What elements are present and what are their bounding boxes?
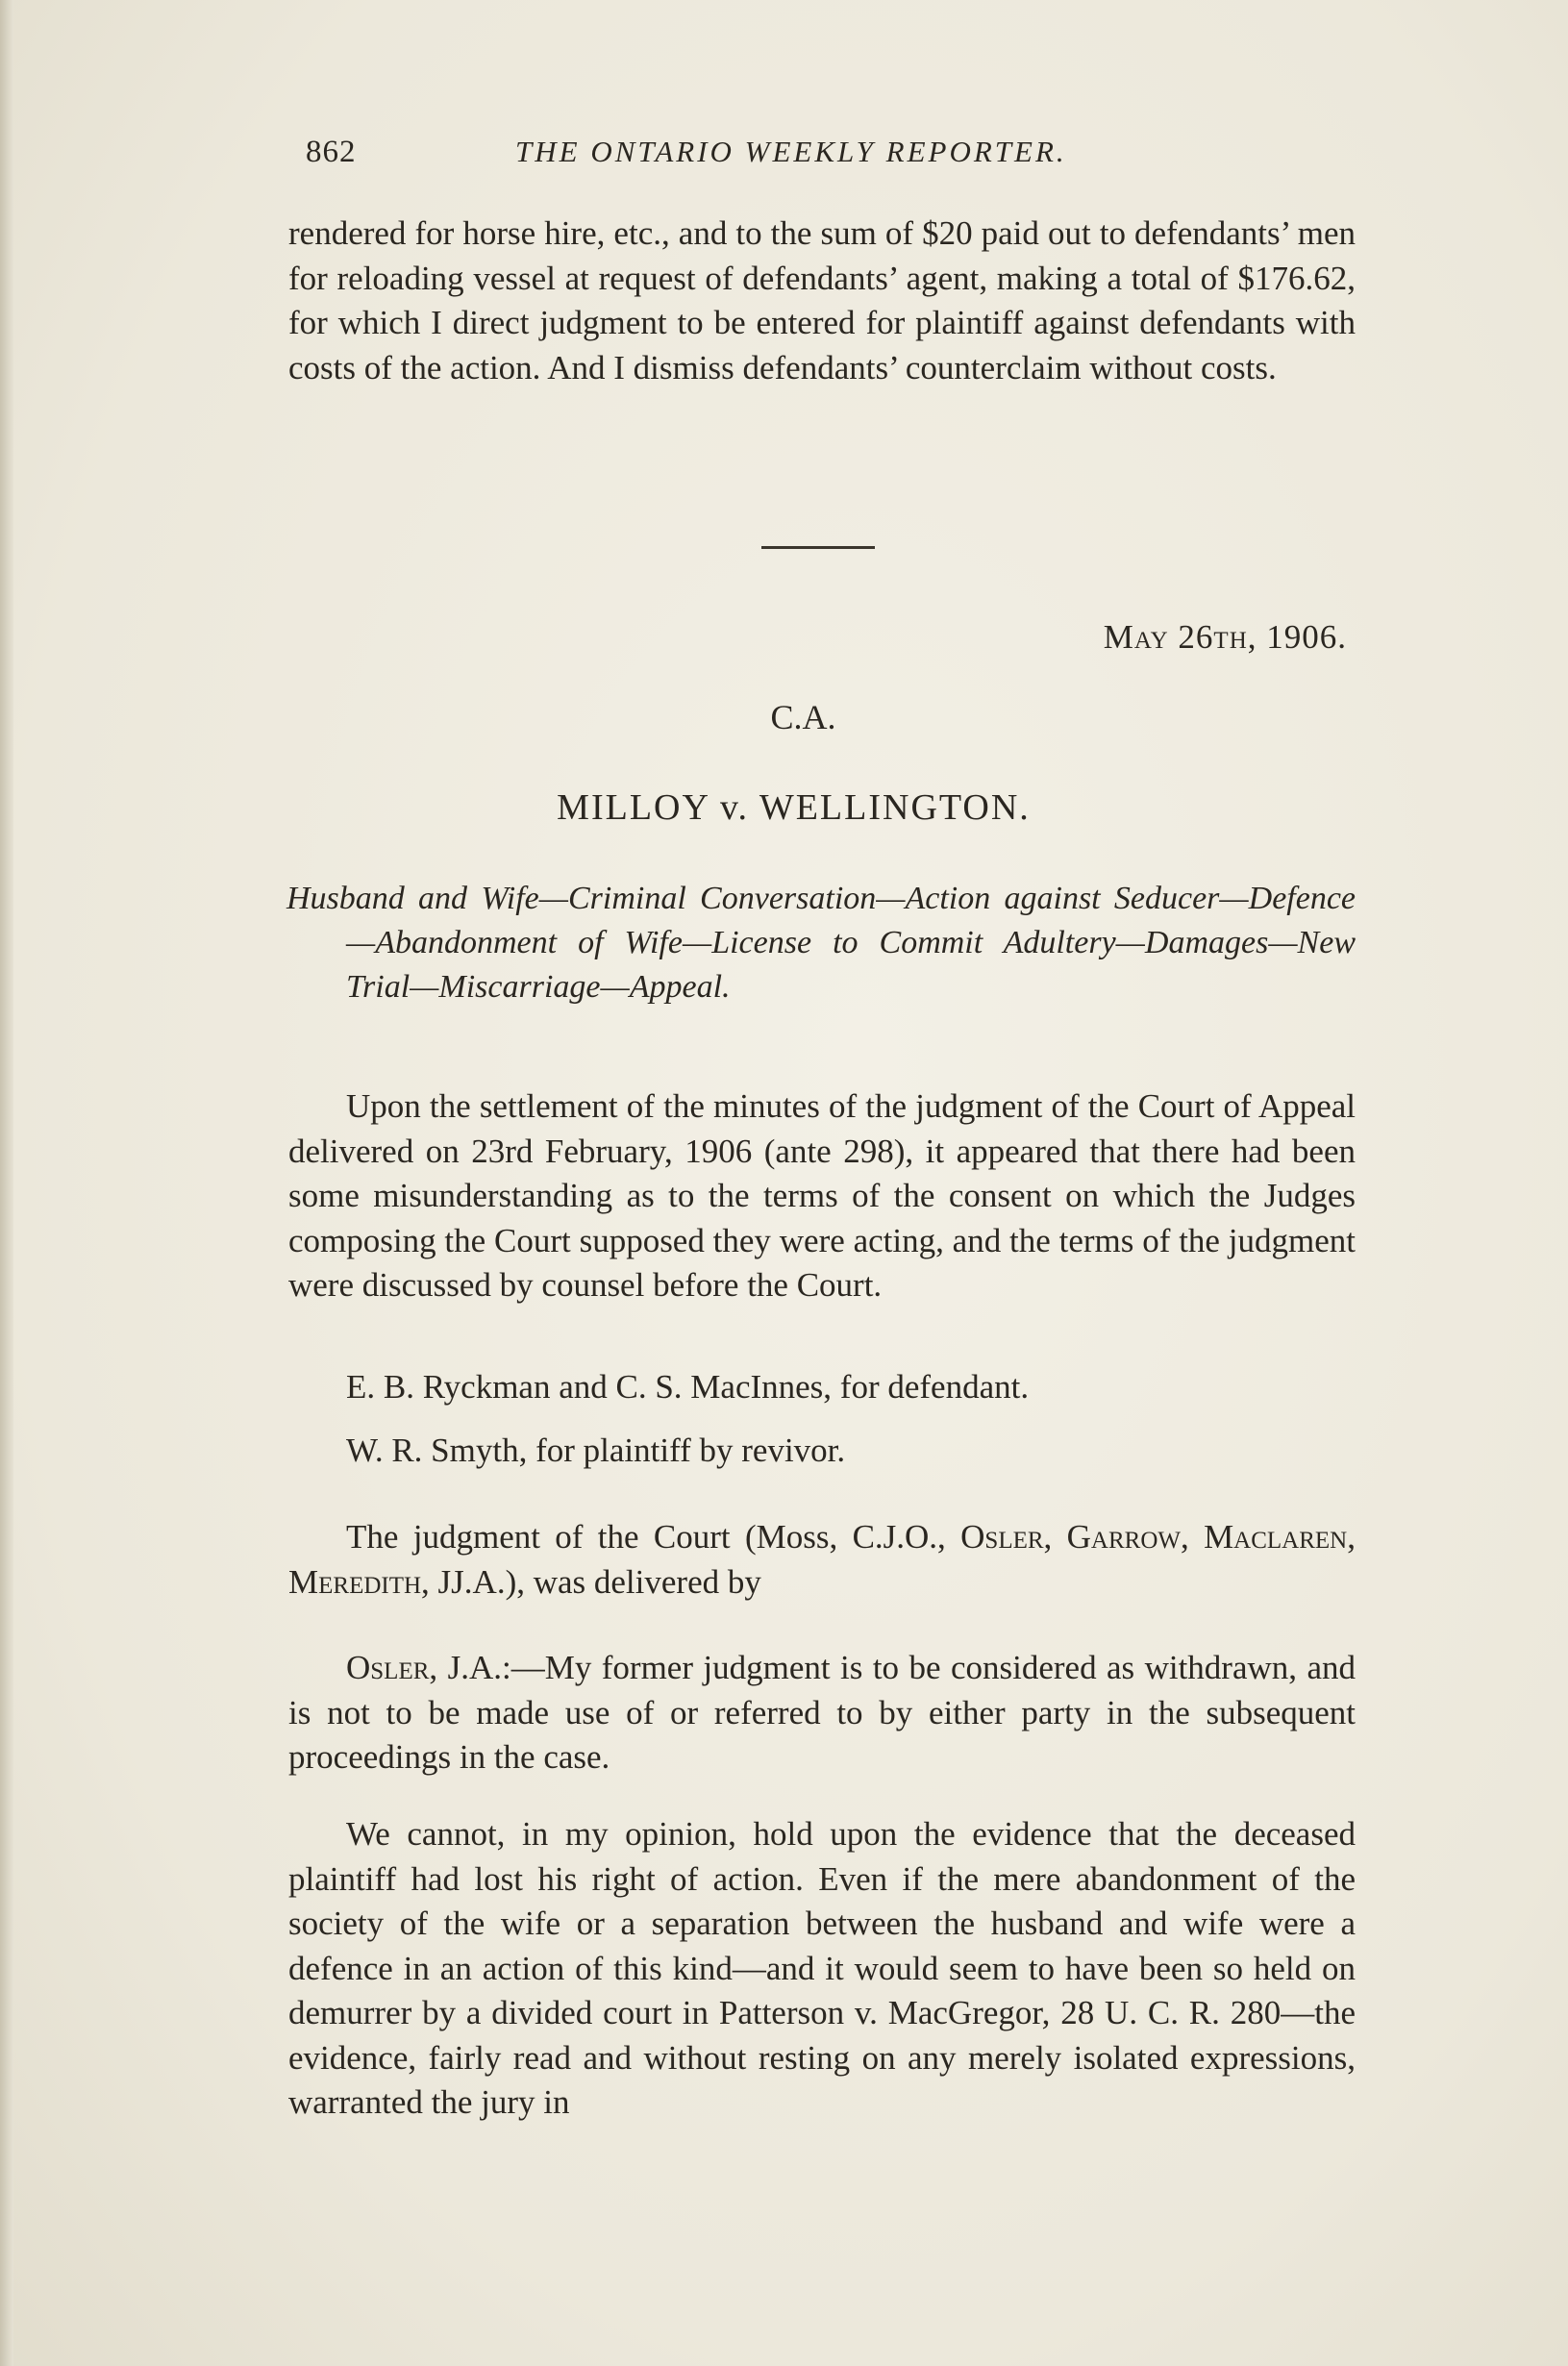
judgment-intro-text	[288, 1515, 1356, 1605]
opinion-paragraph	[288, 1812, 1356, 2126]
counsel-line-defendant	[288, 1365, 1356, 1410]
continued-paragraph	[288, 212, 1356, 390]
counsel-line-plaintiff	[288, 1429, 1356, 1474]
section-divider	[761, 546, 875, 549]
counsel-text: E. B. Ryckman and C. S. MacInnes, for defendant.	[346, 1368, 1030, 1406]
opinion-opening-rest: , J.A.:—My former judgment is to be considered as withdrawn, and is not to be made use of or referred to by either party in the subsequent proceedings in the case.	[288, 1649, 1356, 1776]
judge-names: Osler, Garrow, Maclaren, Meredith,	[288, 1518, 1356, 1601]
opinion-paragraph-text: We cannot, in my opinion, hold upon the evidence that the deceased plaintiff had lost his right of action. Even if the mere abandonment of the society of the wife or a separation between the husband and wife were a defence in an action of this kind—and it would seem to have been so held on demurrer by a divided court in Patterson v. MacGregor, 28 U. C. R. 280—the evidence, fairly read and without resting on any merely isolated expressions, warranted the jury in	[288, 1815, 1356, 2121]
page-number: 862	[306, 135, 357, 169]
continued-paragraph-text: rendered for horse hire, etc., and to the sum of $20 paid out to defendants’ men for reloading vessel at request of defendants’ agent, making a total of $176.62, for which I direct judgment to be entered for plaintiff against defendants with costs of the action. And I dismiss defendants’ counterclaim without costs.	[288, 214, 1356, 386]
judgment-intro	[288, 1515, 1356, 1605]
judgment-intro-lead: The judgment of the Court (Moss, C.J.O.,	[346, 1518, 961, 1556]
judgment-intro-tail: JJ.A.), was delivered by	[429, 1562, 761, 1601]
headnote: Husband and Wife—Criminal Conversation—Action against Seducer—Defence—Abandonment of Wife—License to Commit Adultery—Damages—New Trial—Miscarriage—Appeal.	[286, 881, 1356, 1005]
case-title: MILLOY v. WELLINGTON.	[557, 787, 1031, 828]
binding-edge	[0, 0, 13, 2366]
court-designation: C.A.	[770, 698, 836, 736]
running-head: THE ONTARIO WEEKLY REPORTER.	[515, 135, 1067, 168]
counsel-text: W. R. Smyth, for plaintiff by revivor.	[346, 1432, 846, 1469]
opinion-opening	[288, 1646, 1356, 1781]
statement-text: Upon the settlement of the minutes of the judgment of the Court of Appeal delivered on 23rd February, 1906 (ante 298), it appeared that there had been some misunderstanding as to the terms of the consent on which the Judges composing the Court supposed they were acting, and the terms of the judgment were discussed by counsel before the Court.	[288, 1087, 1356, 1304]
opinion-opening-text	[288, 1646, 1356, 1781]
case-date: May 26th, 1906.	[1103, 618, 1347, 656]
opinion-judge-name: Osler	[346, 1649, 430, 1686]
statement-paragraph	[288, 1084, 1356, 1308]
page-header	[306, 135, 1354, 183]
